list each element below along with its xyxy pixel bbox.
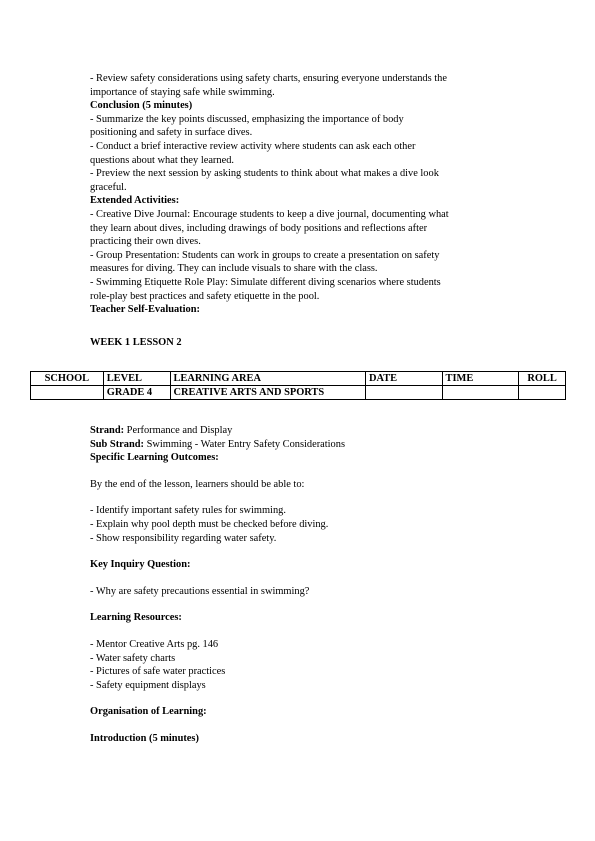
resource-item: - Mentor Creative Arts pg. 146 <box>90 638 219 650</box>
key-inquiry-heading: Key Inquiry Question: <box>90 559 191 571</box>
sub-strand-label: Sub Strand: <box>90 438 144 450</box>
introduction-heading: Introduction (5 minutes) <box>90 732 199 744</box>
table-row <box>31 386 566 400</box>
conclusion-heading: Conclusion (5 minutes) <box>90 100 193 112</box>
resource-item: - Safety equipment displays <box>90 679 206 691</box>
conclusion-item-line: - Summarize the key points discussed, emphasizing the importance of body <box>90 113 404 125</box>
extended-item-line: practicing their own dives. <box>90 236 201 248</box>
header-roll: ROLL <box>519 372 566 386</box>
extended-activities-heading: Extended Activities: <box>90 195 180 207</box>
cell-roll <box>519 386 566 400</box>
header-time: TIME <box>442 372 519 386</box>
review-line: - Review safety considerations using safety charts, ensuring everyone understands the <box>90 73 447 84</box>
extended-item-line: they learn about dives, including drawings of body positions and reflections after <box>90 222 428 234</box>
cell-learning-area: CREATIVE ARTS AND SPORTS <box>170 386 366 400</box>
extended-item-line: measures for diving. They can include visuals to share with the class. <box>90 263 378 275</box>
outcomes-intro: By the end of the lesson, learners should be able to: <box>90 478 305 490</box>
slo-heading: Specific Learning Outcomes: <box>90 452 219 464</box>
resource-item: - Water safety charts <box>90 652 176 664</box>
lesson-meta-table <box>30 371 566 400</box>
strand-value: Performance and Display <box>124 425 233 436</box>
conclusion-item-line: questions about what they learned. <box>90 154 234 166</box>
cell-level: GRADE 4 <box>103 386 170 400</box>
review-line: importance of staying safe while swimming. <box>90 86 275 98</box>
sub-strand-value: Swimming - Water Entry Safety Considerations <box>144 438 345 450</box>
cell-school <box>31 386 104 400</box>
cell-time <box>442 386 519 400</box>
header-school: SCHOOL <box>31 372 104 386</box>
outcome-item: - Show responsibility regarding water safety. <box>90 532 277 544</box>
outcome-item: - Identify important safety rules for swimming. <box>90 505 286 517</box>
learning-resources-heading: Learning Resources: <box>90 612 182 624</box>
conclusion-item-line: graceful. <box>90 181 127 193</box>
header-date: DATE <box>366 372 443 386</box>
strand-line <box>90 424 520 438</box>
header-learning-area: LEARNING AREA <box>170 372 366 386</box>
sub-strand-line <box>90 438 520 452</box>
extended-item-line: - Creative Dive Journal: Encourage students to keep a dive journal, documenting what <box>90 208 449 220</box>
outcome-item: - Explain why pool depth must be checked before diving. <box>90 518 329 530</box>
conclusion-item-line: positioning and safety in surface dives. <box>90 127 253 139</box>
conclusion-item-line: - Conduct a brief interactive review activity where students can ask each other <box>90 140 416 152</box>
conclusion-item-line: - Preview the next session by asking students to think about what makes a dive look <box>90 168 439 180</box>
extended-item-line: - Group Presentation: Students can work in groups to create a presentation on safety <box>90 249 440 261</box>
extended-item-line: - Swimming Etiquette Role Play: Simulate different diving scenarios where students <box>90 276 441 288</box>
lesson-title-block <box>90 336 520 350</box>
resource-item: - Pictures of safe water practices <box>90 666 226 678</box>
organisation-heading: Organisation of Learning: <box>90 706 207 718</box>
header-level: LEVEL <box>103 372 170 386</box>
cell-date <box>366 386 443 400</box>
strand-label: Strand: <box>90 425 125 436</box>
key-inquiry-item: - Why are safety precautions essential in swimming? <box>90 585 310 597</box>
teacher-self-evaluation-heading: Teacher Self-Evaluation: <box>90 304 200 316</box>
extended-item-line: role-play best practices and safety etiquette in the pool. <box>90 290 320 302</box>
previous-lesson-continuation <box>90 72 520 317</box>
table-header-row <box>31 372 566 386</box>
lesson-title: WEEK 1 LESSON 2 <box>90 337 182 348</box>
lesson-details <box>90 424 520 746</box>
